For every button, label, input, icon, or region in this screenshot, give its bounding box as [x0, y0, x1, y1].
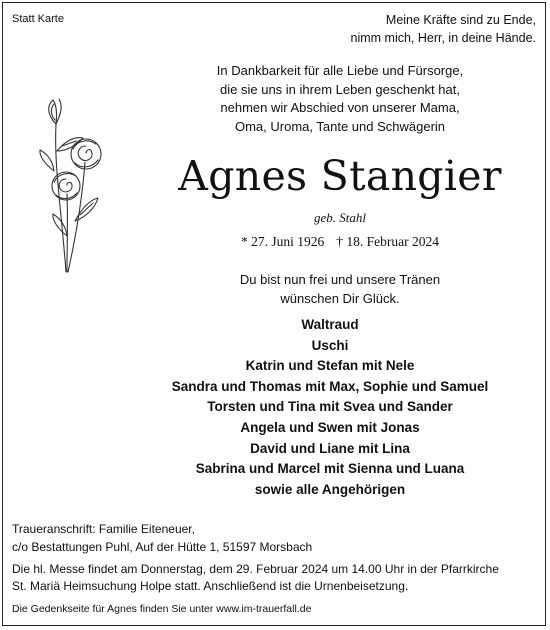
mourner-line: Torsten und Tina mit Svea und Sander — [207, 399, 453, 415]
mass-announcement — [12, 561, 542, 595]
death-date: † 18. Februar 2024 — [336, 234, 439, 249]
mourner-line: Katrin und Stefan mit Nele — [245, 358, 415, 374]
rose-bouquet-icon — [30, 96, 116, 276]
mourner-line: Sandra und Thomas mit Max, Sophie und Samuel — [171, 378, 489, 394]
maiden-name: geb. Stahl — [314, 210, 366, 225]
mourning-address — [12, 520, 532, 556]
birth-date: * 27. Juni 1926 — [241, 234, 325, 249]
mourner-line: David und Liane mit Lina — [250, 440, 410, 456]
intro-line: Oma, Uroma, Tante und Schwägerin — [234, 118, 446, 134]
mourner-line: Waltraud — [301, 317, 359, 332]
mourner-line: Sabrina und Marcel mit Sienna und Luana — [195, 461, 465, 477]
intro-line: die sie uns in ihrem Leben geschenkt hat, — [220, 81, 460, 97]
motto-verse — [316, 11, 536, 47]
address-line: Traueranschrift: Familie Eiteneuer, — [12, 522, 195, 536]
memorial-page-note: Die Gedenkseite für Agnes finden Sie unter www.im-trauerfall.de — [12, 603, 312, 615]
mourner-line: Angela und Swen mit Jonas — [240, 419, 420, 435]
intro-line: In Dankbarkeit für alle Liebe und Fürsorge, — [216, 63, 464, 78]
farewell-line: wünschen Dir Glück. — [280, 290, 400, 306]
deceased-name: Agnes Stangier — [178, 152, 502, 200]
mourner-line: Uschi — [311, 337, 349, 353]
mourners-list — [130, 315, 530, 500]
motto-line: nimm mich, Herr, in deine Hände. — [350, 31, 536, 45]
life-dates — [160, 233, 520, 251]
mass-line: St. Mariä Heimsuchung Holpe statt. Anschließend ist die Urnenbeisetzung. — [12, 579, 409, 593]
farewell-line: Du bist nun frei und unsere Tränen — [239, 272, 441, 287]
intro-line: nehmen wir Abschied von unserer Mama, — [220, 100, 460, 115]
address-line: c/o Bestattungen Puhl, Auf der Hütte 1, 51597 Morsbach — [12, 540, 313, 554]
mourner-line: sowie alle Angehörigen — [254, 481, 406, 497]
farewell-verse — [160, 271, 520, 308]
mass-line: Die hl. Messe findet am Donnerstag, dem 29. Februar 2024 um 14.00 Uhr in der Pfarrkirche — [12, 562, 499, 576]
motto-line: Meine Kräfte sind zu Ende, — [385, 13, 536, 27]
statt-karte-label: Statt Karte — [12, 13, 64, 25]
intro-text — [160, 62, 520, 136]
